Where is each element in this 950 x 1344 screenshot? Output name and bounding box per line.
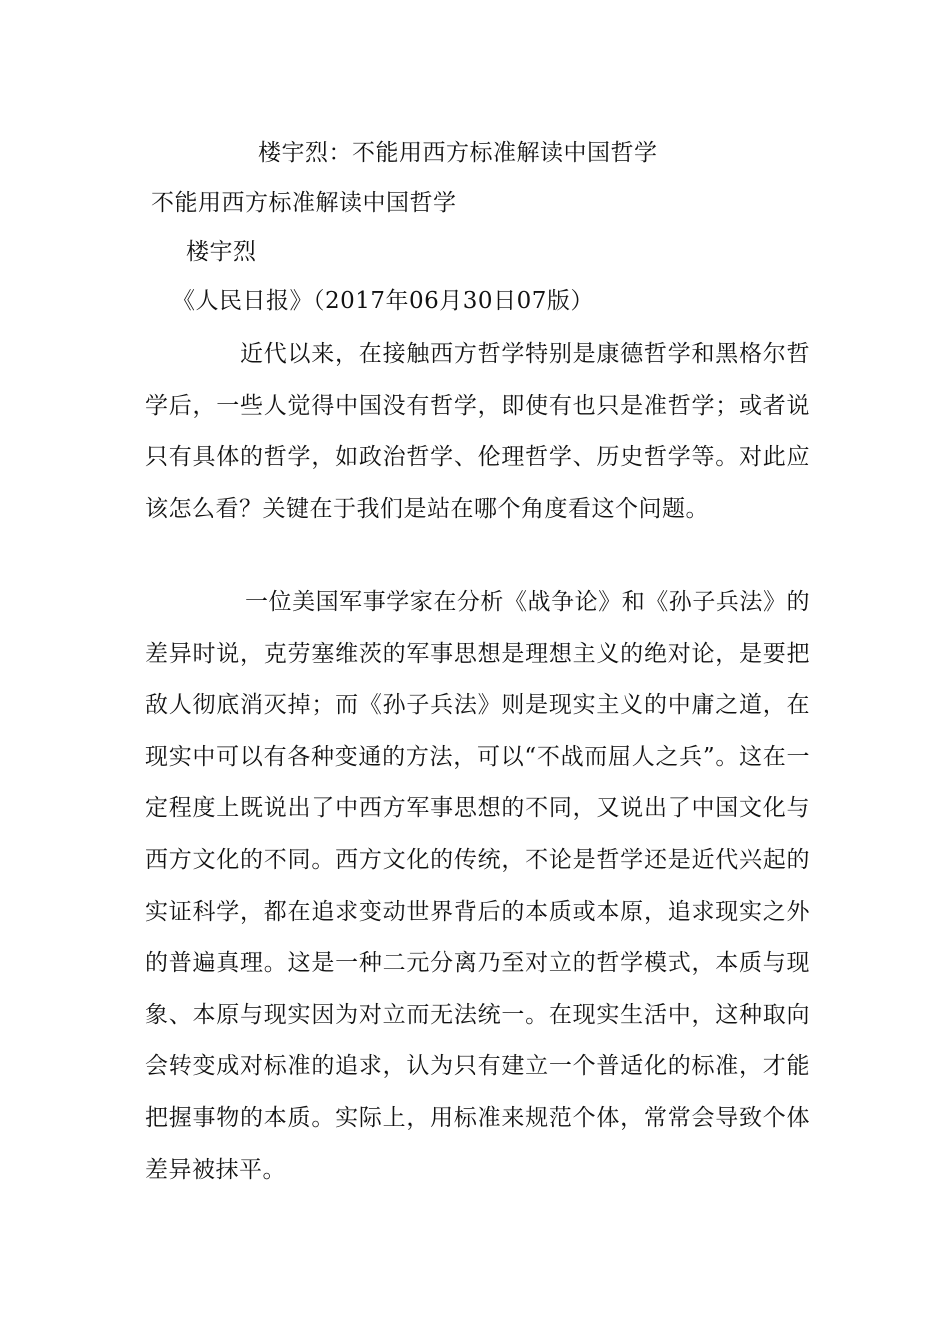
source-citation: 《人民日报》（2017年06月30日07版） bbox=[172, 288, 594, 314]
paragraph-2: 一位美国军事学家在分析《战争论》和《孙子兵法》的差异时说，克劳塞维茨的军事思想是理想主义的绝对论，是要把敌人彻底消灭掉；而《孙子兵法》则是现实主义的中庸之道，在现实中可以有各种变通的方法，可以“不战而屈人之兵”。这在一定程度上既说出了中西方军事思想的不同，又说出了中国文化与西方文化的不同。西方文化的传统，不论是哲学还是近代兴起的实证科学，都在追求变动世界背后的本质或本原，追求现实之外的普遍真理。这是一种二元分离乃至对立的哲学模式，本质与现象、本原与现实因为对立而无法统一。在现实生活中，这种取向会转变成对标准的追求，认为只有建立一个普适化的标准，才能把握事物的本质。实际上，用标准来规范个体，常常会导致个体差异被抹平。 bbox=[145, 589, 810, 1183]
document-title: 楼宇烈：不能用西方标准解读中国哲学 bbox=[258, 140, 658, 166]
paragraph-1: 近代以来，在接触西方哲学特别是康德哲学和黑格尔哲学后，一些人觉得中国没有哲学，即使有也只是准哲学；或者说只有具体的哲学，如政治哲学、伦理哲学、历史哲学等。对此应该怎么看？关键在于我们是站在哪个角度看这个问题。 bbox=[145, 341, 810, 522]
author-name: 楼宇烈 bbox=[186, 239, 257, 265]
document-subtitle: 不能用西方标准解读中国哲学 bbox=[151, 190, 457, 216]
